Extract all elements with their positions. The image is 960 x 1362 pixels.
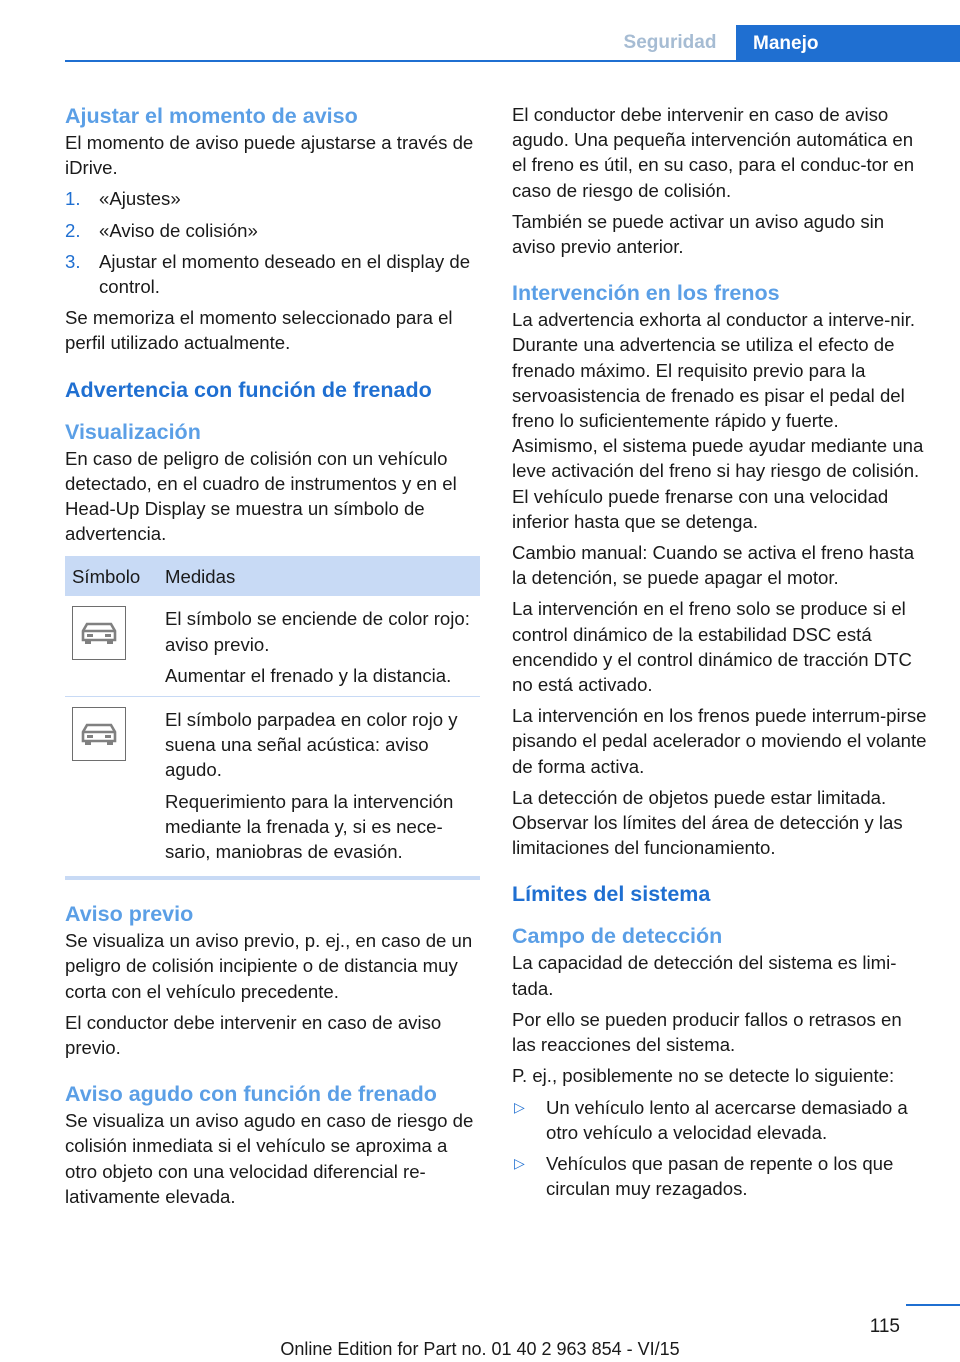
triangle-bullet-icon: ▷ [514,1098,525,1115]
paragraph-r10: P. ej., posiblemente no se detecte lo siguiente: [512,1065,895,1087]
table-row [65,596,480,696]
collision-warning-car-icon [72,606,126,660]
paragraph-r5: La intervención en el freno solo se produce si el control dinámico de la estabilidad DSC está encendido y el control dinámico de tracción DTC no está activado. [512,598,912,696]
triangle-bullet-icon: ▷ [514,1154,525,1171]
footer-rule [906,1304,960,1306]
list-item: ▷ Un vehículo lento al acercarse demasiado a otro vehículo a velocidad elevada. [514,1096,908,1143]
heading-advertencia: Advertencia con función de frenado [65,377,432,402]
row2-text-a: El símbolo parpadea en color rojo y suena una señal acústica: aviso agudo. [165,709,458,781]
paragraph-agudo: Se visualiza un aviso agudo en caso de riesgo de colisión inmediata si el vehículo se aproxima a otro objeto con una velocidad diferencial re‐lativamente elevada. [65,1110,474,1207]
step-item: 2. «Aviso de colisión» [65,219,258,241]
collision-warning-car-icon [72,707,126,761]
paragraph-r4: Cambio manual: Cuando se activa el freno hasta la detención, se puede apagar el motor. [512,542,915,589]
edition-note: Online Edition for Part no. 01 40 2 963 854 - VI/15 [280,1339,680,1359]
page-number: 115 [869,1316,900,1337]
list-item: ▷ Vehículos que pasan de repente o los que circulan muy rezagados. [514,1152,894,1200]
paragraph-previo-2: El conductor debe intervenir en caso de aviso previo. [65,1011,442,1059]
heading-agudo: Aviso agudo con función de frenado [65,1082,437,1107]
paragraph-r2: También se puede activar un aviso agudo sin aviso previo anterior. [512,210,885,258]
row1-text-b: Aumentar el frenado y la distancia. [165,664,452,686]
chapter-tab: Manejo [736,25,960,62]
table-header-symbol: Símbolo [65,556,158,596]
step-item: 3. Ajustar el momento deseado en el display de control. [65,250,471,298]
paragraph-r6: La intervención en los frenos puede interrum‐pirse pisando el pedal acelerador o moviendo el volante de forma activa. [512,705,927,777]
symbol-table [65,556,480,880]
paragraph-r3: La advertencia exhorta al conductor a interve‐nir. Durante una advertencia se utiliza el efecto de frenado máximo. El requisito previo para la servoasistencia de frenado es pisar el pedal del freno lo suficientemente rápido y fuerte. Asimismo, el sistema puede ayudar mediante una leve activación del freno si hay riesgo de colisión. El vehículo puede frenarse con una velocidad inferior hasta que se detenga. [512,309,924,532]
step-item: 1. «Ajustes» [65,188,181,210]
limits-list [512,1095,928,1202]
table-header-measures: Medidas [158,556,480,596]
heading-visualizacion: Visualización [65,419,201,444]
paragraph-r8: La capacidad de detección del sistema es limi‐tada. [512,952,897,999]
row2-text-b: Requerimiento para la intervención mediante la frenada y, si es nece‐sario, maniobras de evasión. [165,790,454,863]
section-tab: Seguridad [623,32,717,53]
table-row [65,697,480,879]
heading-campo: Campo de detección [512,924,723,949]
right-column [512,102,928,1207]
steps-list [65,186,480,299]
heading-previo: Aviso previo [65,902,194,927]
left-column [65,102,480,1215]
header-rule [65,60,960,62]
paragraph-visualizacion: En caso de peligro de colisión con un vehículo detectado, en el cuadro de instrumentos y en el Head-Up Display se muestra un símbolo de advertencia. [65,447,457,545]
heading-limites: Límites del sistema [512,882,711,907]
paragraph-ajustar: El momento de aviso puede ajustarse a través de iDrive. [65,132,474,179]
paragraph-memoriza: Se memoriza el momento seleccionado para el perfil utilizado actualmente. [65,307,453,354]
paragraph-r9: Por ello se pueden producir fallos o retrasos en las reacciones del sistema. [512,1008,902,1056]
heading-ajustar: Ajustar el momento de aviso [65,104,358,128]
paragraph-previo-1: Se visualiza un aviso previo, p. ej., en caso de un peligro de colisión incipiente o de distancia muy corta con el vehículo precedente. [65,930,473,1002]
heading-frenos: Intervención en los frenos [512,281,780,306]
row1-text-a: El símbolo se enciende de color rojo: aviso previo. [165,608,470,655]
paragraph-r1: El conductor debe intervenir en caso de aviso agudo. Una pequeña intervención automática en el freno es útil, en su caso, para el conduc‐tor en caso de riesgo de colisión. [512,104,915,201]
paragraph-r7: La detección de objetos puede estar limitada. Observar los límites del área de detección y las limitaciones del funcionamiento. [512,786,903,859]
